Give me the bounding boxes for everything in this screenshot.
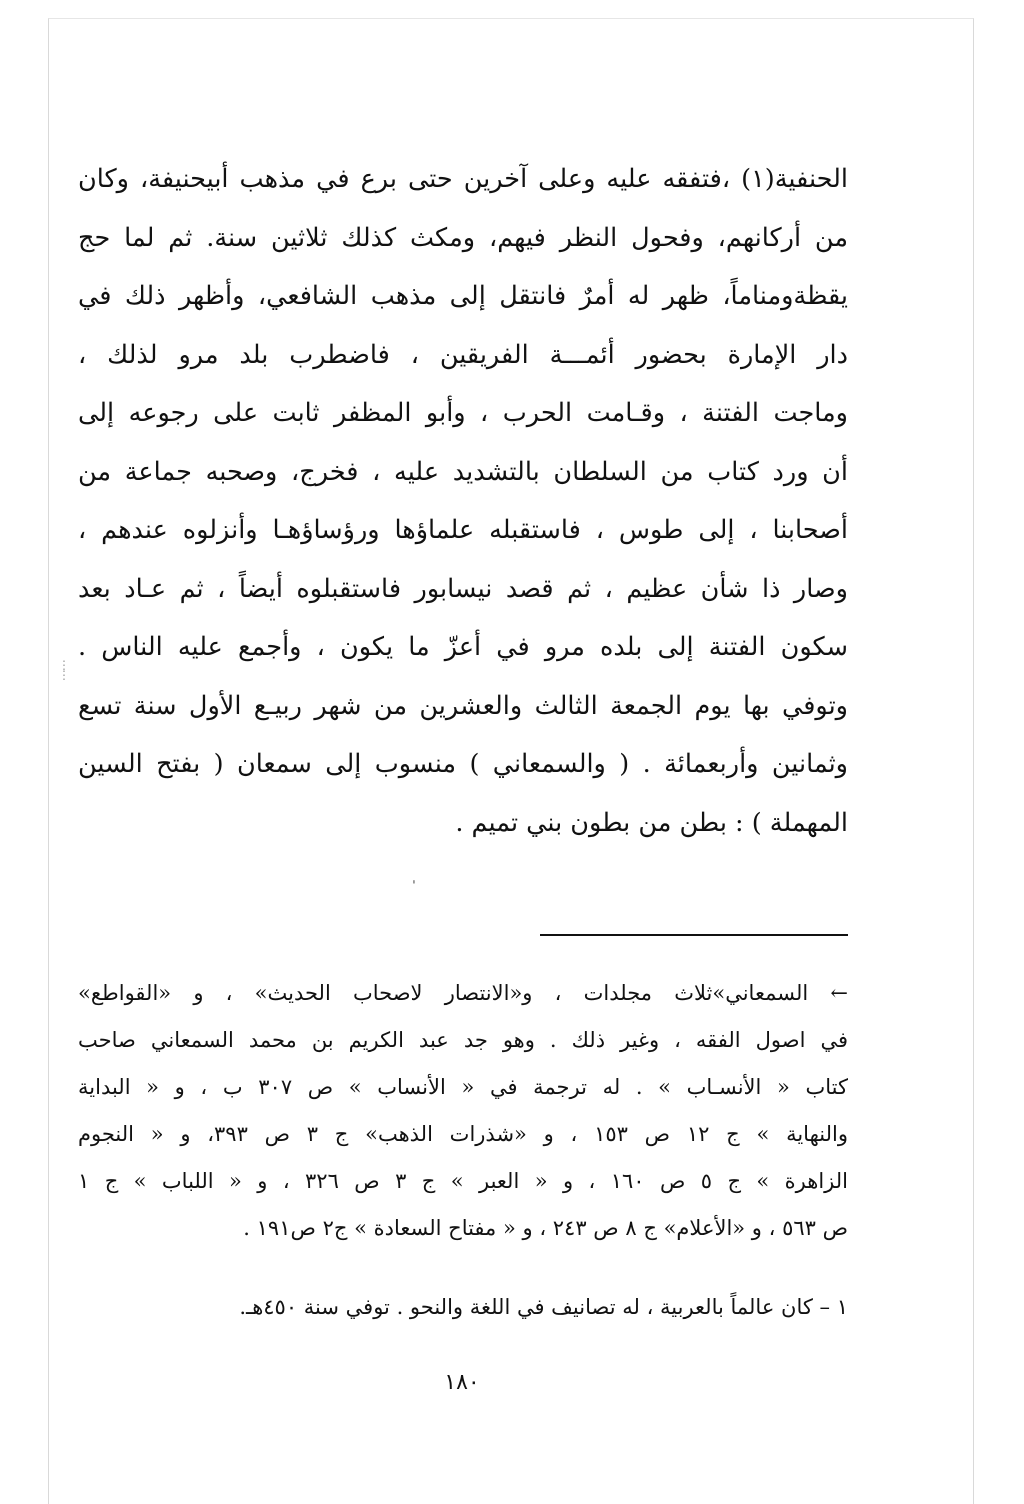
main-text-line: يقظةومناماً، ظهر له أمرٌ فانتقل إلى مذهب الشافعي، وأظهر ذلك في (78, 281, 848, 311)
footnote-line: كتاب « الأنسـاب » . له ترجمة في « الأنساب » ص ٣٠٧ ب ، و « البداية (78, 1075, 848, 1099)
footnote-line: في اصول الفقه ، وغير ذلك . وهو جد عبد الكريم بن محمد السمعاني صاحب (78, 1028, 848, 1052)
main-text-line: أصحابنا ، إلى طوس ، فاستقبله علماؤها ورؤساؤهـا وأنزلوه عندهم ، (78, 515, 848, 545)
ink-speck: ˌ (412, 870, 416, 886)
footnote-1-text: ١ – كان عالماً بالعربية ، له تصانيف في اللغة والنحو . توفي سنة ٤٥٠هـ. (239, 1295, 848, 1319)
main-text-line: المهملة ) : بطن من بطون بني تميم . (455, 807, 848, 838)
footnote-line: ← السمعاني»ثلاث مجلدات ، و«الانتصار لاصحاب الحديث» ، و «القواطع» (78, 981, 848, 1005)
footnote-1 (78, 1284, 848, 1331)
main-text-line: من أركانهم، وفحول النظر فيهم، ومكث كذلك ثلاثين سنة. ثم لما حج (78, 222, 848, 253)
footnote-line: الزاهرة » ج ٥ ص ١٦٠ ، و « العبر » ج ٣ ص ٣٢٦ ، و « اللباب » ج ١ (78, 1169, 848, 1193)
main-text-line: وتوفي بها يوم الجمعة الثالث والعشرين من شهر ربيـع الأول سنة تسع (78, 690, 848, 721)
main-text-line: أن ورد كتاب من السلطان بالتشديد عليه ، فخرج، وصحبه جماعة من (78, 456, 848, 487)
page-number: ١٨٠ (444, 1370, 480, 1395)
main-text-block (78, 150, 848, 852)
main-text-line: وثمانين وأربعمائة . ( والسمعاني ) منسوب إلى سمعان ( بفتح السين (78, 749, 848, 779)
margin-speck: ⋮ ⋮ (58, 658, 70, 682)
main-text-line: وصار ذا شأن عظيم ، ثم قصد نيسابور فاستقبلوه أيضاً ، ثم عـاد بعد (78, 573, 848, 604)
main-text-line: سكون الفتنة إلى بلده مرو في أعزّ ما يكون ، وأجمع عليه الناس . (78, 632, 848, 662)
main-text-line: وماجت الفتنة ، وقـامت الحرب ، وأبو المظفر ثابت على رجوعه إلى (78, 398, 848, 428)
footnote-separator (540, 934, 848, 936)
footnote-line: والنهاية » ج ١٢ ص ١٥٣ ، و «شذرات الذهب» ج ٣ ص ٣٩٣، و « النجوم (78, 1122, 848, 1146)
main-text-line: الحنفية(١) ،فتفقه عليه وعلى آخرين حتى برع في مذهب أبيحنيفة، وكان (78, 164, 848, 194)
footnotes-block (78, 970, 848, 1252)
main-text-line: دار الإمارة بحضور أئمـــة الفريقين ، فاضطرب بلد مرو لذلك ، (78, 339, 848, 370)
footnote-line: ص ٥٦٣ ، و «الأعلام» ج ٨ ص ٢٤٣ ، و « مفتاح السعادة » ج٢ ص١٩١ . (243, 1216, 848, 1240)
